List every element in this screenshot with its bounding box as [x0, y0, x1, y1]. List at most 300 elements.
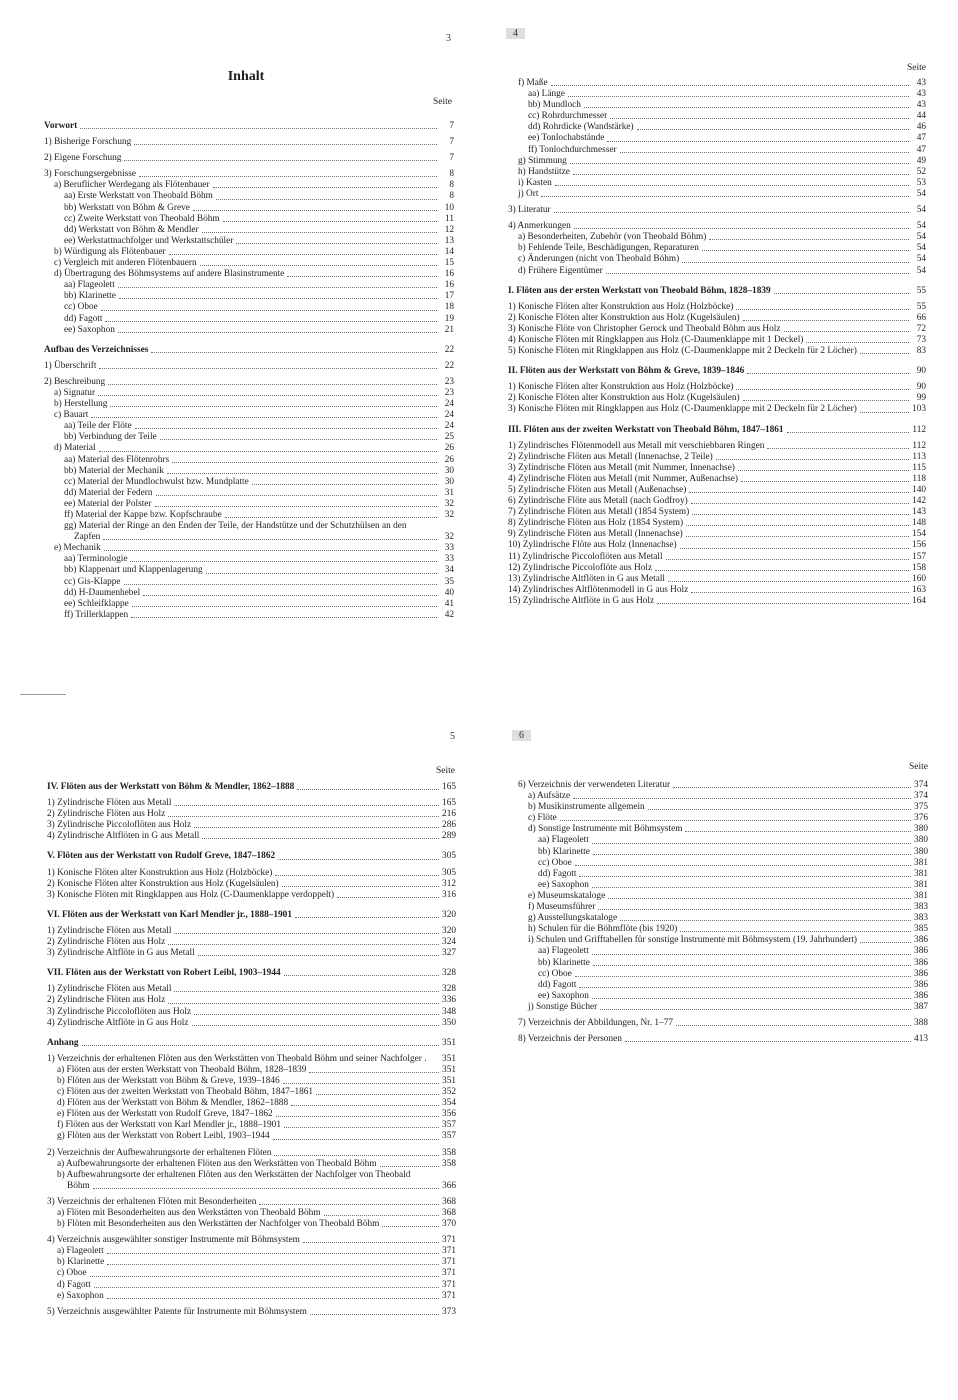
dot-leader	[309, 1072, 439, 1073]
toc-entry-page: 371	[442, 1268, 456, 1279]
toc-entry-label: e) Museumskataloge	[528, 890, 606, 901]
toc-entry-label: d) Material	[54, 443, 96, 454]
toc-entry-label: 7) Verzeichnis der Abbildungen, Nr. 1–77	[518, 1017, 674, 1028]
spacer	[47, 1029, 456, 1038]
toc-entry-page: 7	[449, 121, 454, 131]
dot-leader	[174, 805, 439, 806]
dot-leader	[194, 1014, 439, 1015]
toc-entry	[44, 314, 454, 325]
toc-entry	[518, 991, 928, 1002]
toc-entry-page: 33	[444, 543, 454, 554]
toc-entry-label: I. Flöten aus der ersten Werkstatt von Theobald Böhm, 1828–1839	[508, 285, 771, 296]
toc-entry	[44, 137, 454, 148]
toc-entry-page: 23	[444, 387, 454, 398]
toc-entry-label: c) Bauart	[54, 410, 89, 421]
dot-leader	[592, 887, 911, 888]
toc-entry-page: 54	[916, 232, 926, 243]
toc-entry-page: 351	[442, 1075, 456, 1086]
toc-entry-label: i) Kasten	[518, 177, 552, 188]
toc-entry-page: 24	[444, 421, 454, 432]
toc-entry-page: 17	[444, 291, 454, 302]
toc-entry	[508, 335, 926, 346]
toc-entry-label: 15) Zylindrische Altflöte in G aus Holz	[508, 595, 655, 606]
toc-entry-label: Vorwort	[44, 121, 78, 131]
toc-entry	[518, 935, 928, 946]
toc-entry	[518, 835, 928, 846]
dot-leader	[625, 1041, 911, 1042]
toc-entry-page: 371	[442, 1257, 456, 1268]
toc-entry-label: dd) H-Daumenhebel	[64, 587, 141, 598]
dot-leader	[278, 859, 439, 860]
toc-entry-page: 47	[916, 133, 926, 144]
dot-leader	[680, 931, 911, 932]
dot-leader	[236, 243, 437, 244]
toc-entry-page: 32	[444, 532, 454, 543]
toc-entry	[518, 902, 928, 913]
toc-entry-page: 115	[912, 462, 926, 473]
toc-entry-page: 385	[914, 924, 928, 935]
page-3	[36, 25, 456, 625]
toc-entry	[44, 345, 454, 356]
toc-entry-label: i) Schulen und Grifftabellen für sonstige Instrumente mit Böhmsystem (19. Jahrhundert)	[528, 935, 858, 946]
dot-leader	[337, 897, 439, 898]
dot-leader	[743, 320, 909, 321]
toc-entry-page: 112	[912, 440, 926, 451]
toc-entry	[47, 1291, 456, 1302]
toc-entry-label: a) Signatur	[54, 387, 96, 398]
dot-leader	[709, 239, 909, 240]
toc-entry-page: 371	[442, 1290, 456, 1301]
toc-entry-page: 43	[916, 89, 926, 100]
toc-entry	[44, 488, 454, 499]
dot-leader	[110, 406, 437, 407]
toc-entry-page: 157	[912, 551, 926, 562]
toc-entry	[44, 410, 454, 421]
toc-entry-page: 373	[442, 1306, 456, 1317]
toc-entry-page: 160	[912, 573, 926, 584]
toc-entry-label: 3) Forschungsergebnisse	[44, 169, 137, 180]
toc-entry-page: 383	[914, 913, 928, 924]
dot-leader	[560, 820, 911, 821]
toc-entry	[47, 995, 456, 1006]
dot-leader	[743, 400, 909, 401]
toc-entry-page: 44	[916, 111, 926, 122]
dot-leader	[193, 210, 437, 211]
dot-leader	[284, 975, 439, 976]
dot-leader	[860, 412, 909, 413]
toc-entry	[518, 824, 928, 835]
toc-entry-page: 11	[445, 213, 454, 224]
toc-entry	[518, 1034, 928, 1045]
toc-entry-page: 43	[916, 78, 926, 88]
toc-entry-page: 15	[444, 258, 454, 269]
toc-entry-label: a) Besonderheiten, Zubehör (von Theobald Böhm)	[518, 232, 707, 243]
toc-entry	[47, 820, 456, 831]
spacer	[47, 842, 456, 851]
dot-leader	[541, 196, 909, 197]
page-5	[36, 728, 456, 1328]
toc-entry	[44, 325, 454, 336]
toc-entry-page: 386	[914, 979, 928, 990]
toc-entry-page: 41	[444, 598, 454, 609]
toc-entry-page: 140	[912, 485, 926, 495]
toc-entry-page: 163	[912, 584, 926, 595]
toc-entry-page: 8	[449, 180, 454, 191]
spacer	[508, 357, 926, 366]
toc-entry-label: 2) Verzeichnis der Aufbewahrungsorte der erhaltenen Flöten	[47, 1147, 272, 1158]
page-number: 5	[450, 731, 455, 742]
dot-leader	[172, 462, 437, 463]
toc-entry	[44, 399, 454, 410]
toc-entry-page: 374	[914, 780, 928, 790]
dot-leader	[676, 1025, 911, 1026]
toc-entry-label: ee) Werkstattnachfolger und Werkstattschüler	[64, 235, 234, 246]
dot-leader	[107, 1264, 439, 1265]
toc-entry-page: 371	[442, 1279, 456, 1290]
toc-entry	[508, 452, 926, 463]
toc-entry-page: 143	[912, 507, 926, 518]
toc-entry	[47, 1268, 456, 1279]
toc-entry-page: 371	[442, 1235, 456, 1246]
toc-entry-label: dd) Rohrdicke (Wandstärke)	[528, 122, 634, 133]
dot-leader	[90, 1276, 439, 1277]
toc-entry-label: 8) Verzeichnis der Personen	[518, 1034, 622, 1045]
toc-entry	[508, 122, 926, 133]
toc-entry-label: dd) Material der Federn	[64, 487, 153, 498]
toc-entry-label: 4) Zylindrische Altflöten in G aus Metall	[47, 831, 200, 842]
toc-entry-label: 3) Konische Flöte von Christopher Gerock und Theobald Böhm aus Holz	[508, 323, 781, 334]
toc-entry-label: ee) Saxophon	[64, 324, 115, 335]
toc-entry	[47, 868, 456, 879]
toc-entry-label: 12) Zylindrische Piccoloflöte aus Holz	[508, 562, 653, 573]
toc-entry	[518, 847, 928, 858]
toc-entry-label: 2) Zylindrische Flöten aus Holz	[47, 995, 166, 1006]
toc-entry	[518, 891, 928, 902]
toc-entry-page: 358	[442, 1158, 456, 1169]
toc-entry-page: 380	[914, 824, 928, 835]
dot-leader	[592, 954, 911, 955]
dot-leader	[686, 536, 909, 537]
toc-entry-label: 6) Verzeichnis der verwendeten Literatur	[518, 780, 671, 790]
toc-entry-page: 383	[914, 902, 928, 913]
toc-entry-label: 7) Zylindrische Flöten aus Metall (1854 System)	[508, 507, 690, 518]
dot-leader	[99, 451, 437, 452]
toc-entry-label: dd) Fagott	[538, 979, 577, 990]
toc-entry-label: 5) Zylindrische Flöten aus Metall (Außenachse)	[508, 485, 687, 495]
toc-entry-page: 386	[914, 957, 928, 968]
toc-entry-page: 328	[442, 984, 456, 995]
toc-entry-label: bb) Mundloch	[528, 100, 581, 111]
toc-entry	[508, 313, 926, 324]
toc-entry	[508, 243, 926, 254]
toc-entry-label: 3) Konische Flöten mit Ringklappen aus Holz (C-Daumenklappe mit 2 Deckeln für 2 Löcher)	[508, 404, 857, 415]
toc-entry-page: 25	[444, 432, 454, 443]
dot-leader	[574, 228, 909, 229]
toc-entry	[508, 393, 926, 404]
toc-entry-page: 165	[442, 798, 456, 809]
toc-entry-label: 3) Konische Flöten mit Ringklappen aus Holz (C-Daumenklappe verdoppelt)	[47, 889, 335, 900]
dot-leader	[156, 495, 437, 496]
toc-entry	[44, 291, 454, 302]
dot-leader	[174, 991, 439, 992]
toc-entry-label: c) Flöten aus der zweiten Werkstatt von Theobald Böhm, 1847–1861	[57, 1087, 314, 1098]
toc-entry-label: 6) Zylindrische Flöte aus Metall (nach Godfroy)	[508, 496, 688, 507]
toc-entry-page: 14	[444, 246, 454, 257]
spacer	[47, 959, 456, 968]
toc-entry	[47, 926, 456, 937]
toc-entry	[44, 191, 454, 202]
toc-entry	[508, 404, 926, 415]
toc-entry-label: f) Maße	[518, 78, 548, 88]
toc-entry-page: 381	[914, 879, 928, 890]
toc-entry	[44, 588, 454, 599]
dot-leader	[787, 432, 909, 433]
toc-entry-label: ee) Saxophon	[538, 990, 589, 1001]
toc-entry	[47, 798, 456, 809]
toc-entry-page: 357	[442, 1131, 456, 1142]
toc-entry	[44, 361, 454, 372]
toc-entry-label: 14) Zylindrisches Altflötenmodell in G aus Holz	[508, 584, 689, 595]
toc-entry-page: 388	[914, 1017, 928, 1028]
toc-entry	[44, 121, 454, 132]
toc-entry-label: aa) Teile der Flöte	[64, 421, 132, 432]
toc-entry-label: c) Änderungen (nicht von Theobald Böhm)	[518, 254, 680, 265]
dot-leader	[668, 581, 909, 582]
toc-entry-page: 375	[914, 802, 928, 813]
toc-entry-page: 54	[916, 243, 926, 254]
toc-entry-label: a) Aufsätze	[528, 791, 571, 802]
toc-entry-label: 1) Konische Flöten alter Konstruktion aus Holz (Holzböcke)	[508, 301, 734, 312]
toc-entry	[508, 89, 926, 100]
toc-entry-page: 368	[442, 1208, 456, 1218]
dot-leader	[202, 838, 439, 839]
toc-entry	[518, 869, 928, 880]
dot-leader	[98, 395, 437, 396]
toc-entry-label: 1) Konische Flöten alter Konstruktion aus Holz (Holzböcke)	[47, 867, 273, 878]
dot-leader	[741, 481, 909, 482]
toc-entry-page: 370	[442, 1219, 456, 1230]
toc-entry	[47, 1120, 456, 1131]
toc-entry	[44, 421, 454, 432]
toc-entry-page: 286	[442, 820, 456, 831]
separator-line	[20, 694, 66, 695]
toc-entry-page: 366	[442, 1180, 456, 1191]
dot-leader	[124, 160, 437, 161]
toc-entry-page: 320	[442, 909, 456, 920]
dot-leader	[276, 1116, 439, 1117]
toc-entry-label: c) Flöte	[528, 813, 557, 824]
toc-entry	[508, 178, 926, 189]
toc-entry	[508, 496, 926, 507]
toc-entry	[508, 585, 926, 596]
toc-entry-page: 30	[444, 465, 454, 476]
toc-entry-page: 31	[444, 487, 454, 498]
toc-entry-label: b) Aufbewahrungsorte der erhaltenen Flöten aus den Werkstätten der Nachfolger von Theobald	[57, 1169, 411, 1180]
dot-leader	[680, 548, 909, 549]
toc-entry	[508, 145, 926, 156]
dot-leader	[860, 942, 911, 943]
toc-entry-page: 351	[442, 1037, 456, 1048]
dot-leader	[551, 85, 909, 86]
dot-leader	[607, 141, 909, 142]
toc-entry-page: 336	[442, 995, 456, 1006]
toc-entry-label: bb) Klarinette	[538, 846, 590, 857]
dot-leader	[692, 514, 909, 515]
dot-leader	[575, 865, 911, 866]
toc-entry-label: IV. Flöten aus der Werkstatt von Böhm & Mendler, 1862–1888	[47, 782, 295, 792]
toc-entry	[47, 1170, 456, 1181]
toc-entry	[518, 969, 928, 980]
toc-entry-label: a) Aufbewahrungsorte der erhaltenen Flöten aus den Werkstätten von Theobald Böhm	[57, 1158, 377, 1169]
toc-entry-page: 148	[912, 518, 926, 529]
toc-entry-page: 216	[442, 809, 456, 820]
toc-entry-page: 33	[444, 554, 454, 565]
toc-entry-label: b) Würdigung als Flötenbauer	[54, 246, 166, 257]
toc-entry	[47, 782, 456, 793]
toc-entry-label: j) Ort	[518, 188, 539, 199]
toc-entry-page: 52	[916, 166, 926, 177]
toc-entry	[518, 813, 928, 824]
toc-entry-label: ee) Saxophon	[538, 879, 589, 890]
toc-entry-page: 7	[449, 137, 454, 148]
toc-entry-page: 381	[914, 857, 928, 868]
toc-entry-label: Zapfen	[74, 532, 101, 543]
toc-entry-page: 380	[914, 835, 928, 846]
dot-leader	[573, 174, 909, 175]
page-number: 4	[506, 28, 525, 39]
toc-entry-label: e) Flöten aus der Werkstatt von Rudolf Greve, 1847–1862	[57, 1109, 273, 1120]
toc-entry	[47, 1197, 456, 1208]
spacer	[508, 416, 926, 425]
toc-entry-label: bb) Verbindung der Teile	[64, 432, 157, 443]
toc-entry-label: dd) Fagott	[64, 313, 103, 324]
dot-leader	[160, 439, 437, 440]
toc-entry	[518, 1002, 928, 1013]
toc-entry-label: 4) Anmerkungen	[508, 221, 571, 232]
toc-entry	[47, 1098, 456, 1109]
dot-leader	[291, 1105, 439, 1106]
toc-entry	[44, 577, 454, 588]
toc-entry-label: g) Flöten aus der Werkstatt von Robert Leibl, 1903–1944	[57, 1131, 270, 1142]
toc-entry	[47, 1054, 456, 1065]
toc-entry	[508, 485, 926, 496]
toc-entry	[47, 1148, 456, 1159]
dot-leader	[118, 332, 437, 333]
dot-leader	[673, 787, 911, 788]
toc-entry	[44, 477, 454, 488]
toc-entry-page: 354	[442, 1098, 456, 1109]
toc-entry-page: 12	[444, 224, 454, 235]
toc-entry	[508, 286, 926, 297]
dot-leader	[736, 309, 909, 310]
toc-entry-page: 352	[442, 1087, 456, 1098]
toc-entry-page: 13	[444, 235, 454, 246]
toc-entry-page: 371	[442, 1246, 456, 1257]
toc-entry-page: 7	[449, 153, 454, 164]
toc-entry-label: 1) Überschrift	[44, 360, 97, 371]
dot-leader	[139, 176, 437, 177]
dot-leader	[82, 1045, 439, 1046]
toc-entry-label: cc) Oboe	[538, 857, 572, 868]
toc-entry-page: 8	[449, 191, 454, 202]
toc-entry-label: h) Schulen für die Böhmflöte (bis 1920)	[528, 924, 678, 935]
toc-entry-label: a) Flöten aus der ersten Werkstatt von Theobald Böhm, 1828–1839	[57, 1064, 307, 1075]
toc-entry	[47, 1087, 456, 1098]
toc-entry-label: c) Oboe	[57, 1268, 87, 1279]
toc-entry-page: 19	[444, 313, 454, 324]
toc-entry	[508, 189, 926, 200]
dot-leader	[568, 96, 909, 97]
dot-leader	[118, 287, 437, 288]
toc-entry	[47, 1246, 456, 1257]
dot-leader	[107, 1253, 439, 1254]
dot-leader	[774, 293, 909, 294]
toc-entry-page: 156	[912, 540, 926, 551]
dot-leader	[104, 550, 437, 551]
toc-entry	[518, 791, 928, 802]
toc-entry	[508, 596, 926, 607]
toc-entry	[508, 346, 926, 357]
toc-entry-label: bb) Klarinette	[64, 291, 116, 302]
dot-leader	[592, 998, 911, 999]
toc-entry-label: bb) Werkstatt von Böhm & Greve	[64, 202, 190, 213]
dot-leader	[716, 459, 909, 460]
toc-entry-label: b) Klarinette	[57, 1257, 105, 1268]
toc-entry-page: 22	[444, 360, 454, 371]
toc-entry-label: 2) Zylindrische Flöten aus Holz	[47, 937, 166, 948]
dot-leader	[324, 1215, 439, 1216]
toc-entry	[47, 1181, 456, 1192]
toc-entry	[508, 156, 926, 167]
page-number: 6	[512, 730, 531, 741]
toc-list	[47, 782, 456, 1318]
dot-leader	[666, 559, 909, 560]
dot-leader	[579, 876, 911, 877]
dot-leader	[99, 368, 437, 369]
toc-entry	[44, 203, 454, 214]
toc-entry-page: 43	[916, 100, 926, 111]
dot-leader	[202, 232, 437, 233]
toc-entry-label: 1) Verzeichnis der erhaltenen Flöten aus den Werkstätten von Theobald Böhm und seiner Nachfolger .	[47, 1053, 427, 1064]
toc-entry-page: 90	[916, 382, 926, 393]
toc-entry	[47, 851, 456, 862]
toc-entry-label: ee) Tonlochabstände	[528, 133, 605, 144]
toc-entry-page: 46	[916, 122, 926, 133]
toc-entry-label: f) Museumsführer	[528, 902, 596, 913]
toc-entry-label: 3) Literatur	[508, 205, 551, 216]
toc-entry-page: 386	[914, 990, 928, 1001]
dot-leader	[620, 152, 909, 153]
toc-entry	[47, 1280, 456, 1291]
toc-entry-page: 83	[916, 346, 926, 357]
dot-leader	[767, 448, 909, 449]
dot-leader	[555, 185, 909, 186]
toc-entry-page: 351	[442, 1053, 456, 1064]
toc-entry	[44, 236, 454, 247]
dot-leader	[380, 1166, 439, 1167]
toc-entry-page: 40	[444, 587, 454, 598]
toc-entry-label: 2) Eigene Forschung	[44, 153, 122, 164]
toc-entry-page: 328	[442, 968, 456, 979]
dot-leader	[155, 506, 437, 507]
dot-leader	[303, 1242, 439, 1243]
dot-leader	[637, 129, 909, 130]
toc-entry-label: bb) Klarinette	[538, 957, 590, 968]
dot-leader	[206, 573, 437, 574]
toc-entry-page: 8	[449, 169, 454, 180]
dot-leader	[167, 473, 437, 474]
toc-entry-label: b) Musikinstrumente allgemein	[528, 802, 645, 813]
